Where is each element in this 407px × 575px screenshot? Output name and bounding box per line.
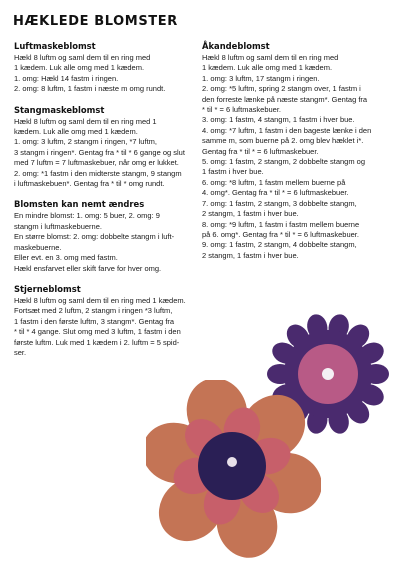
text-line: Hækl 8 luftm og saml dem til en ring med 1 xyxy=(14,116,157,126)
text-line: 1 fastm i den første luftm, 3 stangm*. Gentag fra xyxy=(14,316,175,326)
text-line: 6. omg: *8 luftm, 1 fastm mellem buerne på xyxy=(202,177,346,187)
section-title: Stjerneblomst xyxy=(14,283,81,294)
text-line: 2. omg: *1 fastm i den midterste stangm, 9 stangm xyxy=(14,168,182,178)
text-line: 1. omg: 3 luftm, 2 stangm i ringen, *7 luftm, xyxy=(14,137,157,147)
text-line: på 6. omg*. Gentag fra * til * = 6 luftmaskebuer. xyxy=(202,229,359,239)
orange-crocheted-flower-photo xyxy=(146,380,321,558)
text-line: En større blomst: 2. omg: dobbelte stangm i luft- xyxy=(14,232,175,242)
text-line: * til * 4 gange. Slut omg med 3 luftm, 1 fastm i den xyxy=(14,327,181,337)
text-line: Gentag fra * til * = 6 luftmaskebuer. xyxy=(202,146,319,156)
text-line: Hækl 8 luftm og saml dem til en ring med xyxy=(14,53,151,62)
text-line: 8. omg: *9 luftm, 1 fastm i fastm mellem buerne xyxy=(202,219,360,229)
text-line: 2. omg: *5 luftm, spring 2 stangm over, 1 fastm i xyxy=(202,84,361,94)
text-line: 1 kædem. Luk alle omg med 1 kædem. xyxy=(202,63,333,73)
text-line: 1 fastm i hver bue. xyxy=(202,167,264,177)
section-blomsten-kan-nemt-aendres xyxy=(14,199,199,273)
section-title: Blomsten kan nemt ændres xyxy=(14,199,145,210)
text-line: Hækl ensfarvet eller skift farve for hver omg. xyxy=(14,263,162,273)
text-line: En mindre blomst: 1. omg: 5 buer, 2. omg: 9 xyxy=(14,211,160,221)
text-line: 4. omg*. Gentag fra * til * = 6 luftmaskebuer. xyxy=(202,188,349,198)
section-title: Åkandeblomst xyxy=(202,41,270,51)
text-line: den forreste lænke på næste stangm*. Gentag fra xyxy=(202,94,368,104)
text-line: 3. omg: 1 fastm, 4 stangm, 1 fastm i hver bue. xyxy=(202,115,355,125)
text-line: 9. omg: 1 fastm, 2 stangm, 4 dobbelte stangm, xyxy=(202,240,357,250)
left-column xyxy=(14,41,199,368)
text-line: maskebuerne. xyxy=(14,242,62,252)
section-title: Luftmaskeblomst xyxy=(14,41,96,51)
text-line: 1. omg: 3 luftm, 17 stangm i ringen. xyxy=(202,73,320,83)
text-line: Hækl 8 luftm og saml dem til en ring med xyxy=(202,53,339,62)
right-column xyxy=(202,41,392,271)
section-stangmaskeblomst xyxy=(14,105,199,190)
section-luftmaskeblomst xyxy=(14,41,199,95)
section-title: Stangmaskeblomst xyxy=(14,104,105,115)
text-line: * til * = 6 luftmaskebuer. xyxy=(202,105,281,115)
text-line: 1. omg: Hækl 14 fastm i ringen. xyxy=(14,73,119,83)
text-line: med 7 luftm = 7 luftmaskebuer, når omg er lukket. xyxy=(14,158,179,168)
text-line: samme m, som buerne på 2. omg blev hæklet i*. xyxy=(202,136,364,146)
text-line: 5. omg: 1 fastm, 2 stangm, 2 dobbelte stangm og xyxy=(202,157,366,167)
text-line: kædem. Luk alle omg med 1 kædem. xyxy=(14,127,138,137)
text-line: stangm i luftmaskebuerne. xyxy=(14,221,102,231)
text-line: 7. omg: 1 fastm, 2 stangm, 3 dobbelte stangm, xyxy=(202,198,357,208)
text-line: 1 kædem. Luk alle omg med 1 kædem. xyxy=(14,63,145,73)
text-line: ser. xyxy=(14,347,27,357)
flower-center-hole xyxy=(322,368,334,380)
section-stjerneblomst xyxy=(14,284,199,358)
text-line: 4. omg: *7 luftm, 1 fastm i den bageste lænke i den xyxy=(202,125,372,135)
text-line: 3 stangm i ringen*. Gentag fra * til * 6 gange og slut xyxy=(14,147,185,157)
text-line: 2 stangm, 1 fastm i hver bue. xyxy=(202,250,299,260)
text-line: Eller evt. en 3. omg med fastm. xyxy=(14,253,118,263)
section-aakandeblomst xyxy=(202,41,392,261)
text-line: i luftmaskebuen*. Gentag fra * til * omg rundt. xyxy=(14,179,165,189)
page-title: HÆKLEDE BLOMSTER xyxy=(13,14,178,29)
text-line: 2 stangm, 1 fastm i hver bue. xyxy=(202,209,299,219)
flower-center-hole xyxy=(227,457,237,467)
text-line: Hækl 8 luftm og saml dem til en ring med 1 kædem. xyxy=(14,295,186,305)
text-line: første luftm. Luk med 1 kædem i 2. luftm = 5 spid- xyxy=(14,337,180,347)
text-line: 2. omg: 8 luftm, 1 fastm i næste m omg rundt. xyxy=(14,84,166,94)
text-line: Fortsæt med 2 luftm, 2 stangm i ringen *3 luftm, xyxy=(14,306,173,316)
